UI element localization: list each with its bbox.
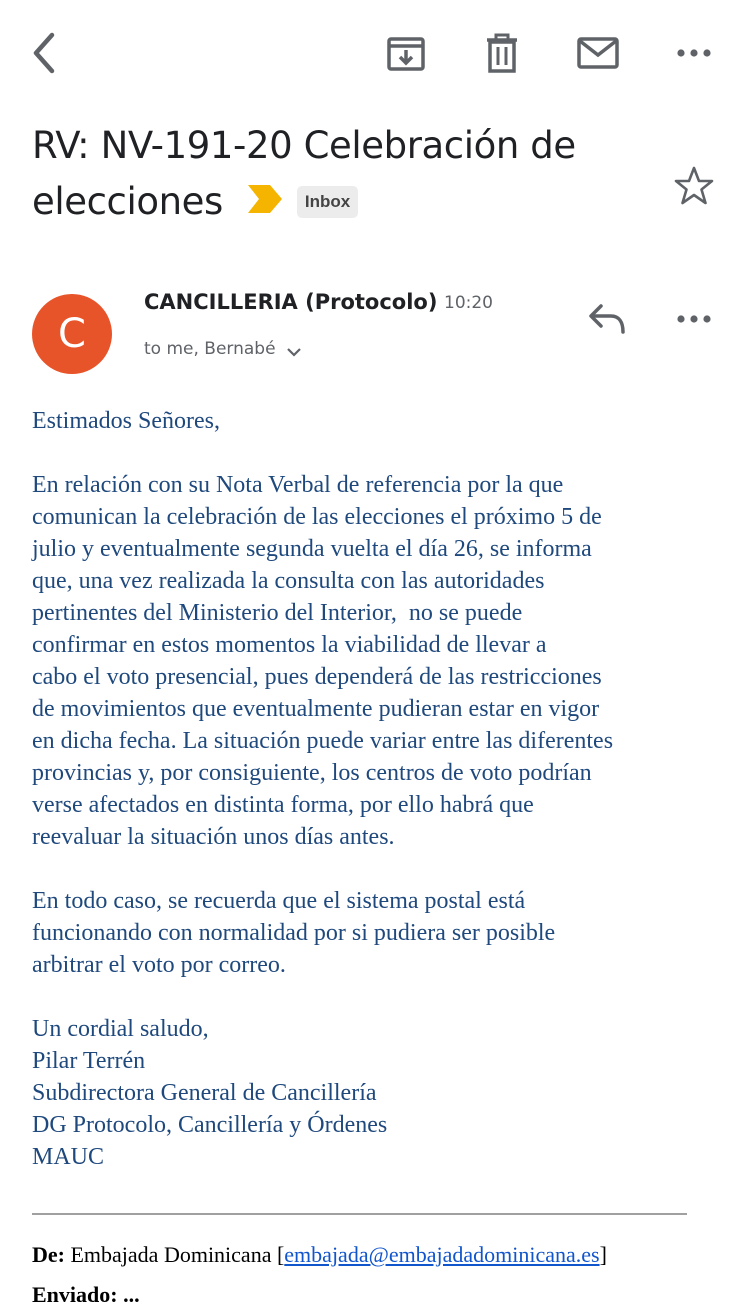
recipients-text: to me, Bernabé bbox=[144, 339, 276, 359]
mail-icon bbox=[577, 36, 619, 70]
body-line: verse afectados en distinta forma, por ello habrá que bbox=[32, 792, 534, 818]
message-more-button[interactable] bbox=[669, 296, 719, 342]
email-subject bbox=[32, 118, 632, 230]
from-email-link[interactable]: embajada@embajadadominicana.es bbox=[284, 1242, 600, 1267]
message-time: 10:20 bbox=[444, 293, 493, 313]
back-arrow-icon bbox=[30, 31, 60, 75]
signature-line: Subdirectora General de Cancillería bbox=[32, 1080, 377, 1106]
signature bbox=[32, 1013, 722, 1173]
body-line: de movimientos que eventualmente pudieran estar en vigor bbox=[32, 696, 600, 722]
forwarded-sent-partial: Enviado: ... bbox=[32, 1282, 140, 1307]
body-line: confirmar en estos momentos la viabilidad de llevar a bbox=[32, 632, 547, 658]
subject-line-2: elecciones bbox=[32, 180, 223, 223]
divider bbox=[32, 1213, 687, 1215]
signature-line: Pilar Terrén bbox=[32, 1048, 146, 1074]
forwarded-from bbox=[32, 1242, 607, 1268]
reply-button[interactable] bbox=[582, 296, 632, 342]
archive-icon bbox=[386, 33, 426, 73]
body-line: cabo el voto presencial, pues dependerá de las restricciones bbox=[32, 664, 602, 690]
mark-unread-button[interactable] bbox=[573, 28, 623, 78]
signature-line: MAUC bbox=[32, 1144, 105, 1170]
body-line: julio y eventualmente segunda vuelta el día 26, se informa bbox=[32, 536, 592, 562]
subject-line-1: RV: NV-191-20 Celebración de bbox=[32, 124, 576, 167]
body-paragraph-1 bbox=[32, 469, 722, 853]
body-line: En todo caso, se recuerda que el sistema postal está bbox=[32, 888, 526, 914]
more-horizontal-icon bbox=[676, 314, 712, 324]
sender-avatar[interactable]: C bbox=[32, 294, 112, 374]
sender-name: CANCILLERIA (Protocolo) bbox=[144, 290, 438, 314]
back-button[interactable] bbox=[20, 28, 70, 78]
label-chip-inbox[interactable]: Inbox bbox=[297, 186, 358, 218]
delete-button[interactable] bbox=[477, 28, 527, 78]
reply-icon bbox=[587, 302, 627, 336]
more-options-button[interactable] bbox=[669, 28, 719, 78]
from-label: De: bbox=[32, 1242, 65, 1267]
signature-line: DG Protocolo, Cancillería y Órdenes bbox=[32, 1112, 388, 1138]
star-button[interactable] bbox=[672, 164, 716, 208]
from-name: Embajada Dominicana [ bbox=[70, 1242, 285, 1267]
body-line: reevaluar la situación unos días antes. bbox=[32, 824, 395, 850]
body-paragraph-2 bbox=[32, 885, 722, 981]
top-toolbar bbox=[0, 0, 750, 105]
archive-button[interactable] bbox=[381, 28, 431, 78]
body-line: pertinentes del Ministerio del Interior, no se puede bbox=[32, 600, 523, 626]
star-icon bbox=[672, 164, 716, 208]
more-horizontal-icon bbox=[676, 48, 712, 58]
body-line: funcionando con normalidad por si pudiera ser posible bbox=[32, 920, 556, 946]
email-body bbox=[32, 405, 722, 1173]
importance-marker-icon[interactable] bbox=[247, 174, 283, 230]
trash-icon bbox=[484, 33, 520, 73]
recipients-toggle[interactable] bbox=[144, 339, 302, 359]
chevron-down-icon bbox=[286, 346, 302, 358]
body-line: provincias y, por consiguiente, los centros de voto podrían bbox=[32, 760, 592, 786]
body-line: arbitrar el voto por correo. bbox=[32, 952, 286, 978]
signature-line: Un cordial saludo, bbox=[32, 1016, 209, 1042]
from-close: ] bbox=[599, 1242, 607, 1267]
body-line: comunican la celebración de las elecciones el próximo 5 de bbox=[32, 504, 602, 530]
body-line: que, una vez realizada la consulta con las autoridades bbox=[32, 568, 545, 594]
greeting: Estimados Señores, bbox=[32, 408, 220, 434]
body-line: en dicha fecha. La situación puede variar entre las diferentes bbox=[32, 728, 614, 754]
subject-line-2-wrap bbox=[32, 174, 358, 230]
body-line: En relación con su Nota Verbal de referencia por la que bbox=[32, 472, 564, 498]
